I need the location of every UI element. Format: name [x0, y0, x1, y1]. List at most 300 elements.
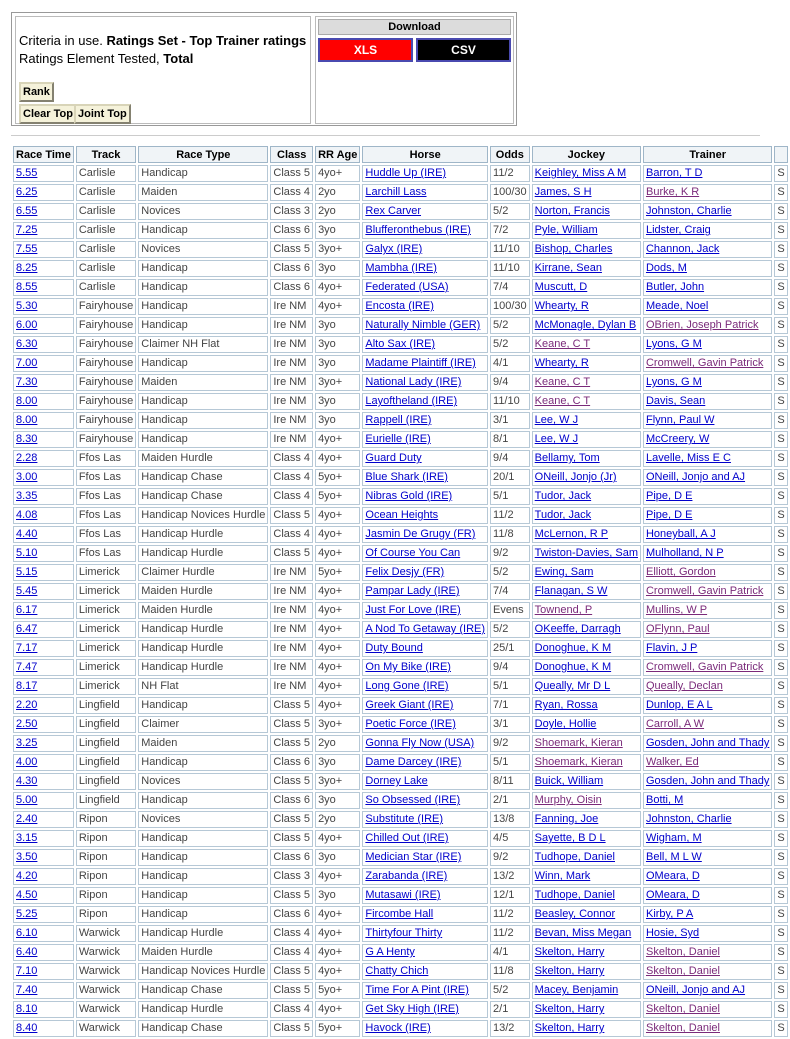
- horse-cell: [362, 203, 488, 220]
- jockey-cell: [532, 374, 641, 391]
- clear-top-button[interactable]: Clear Top: [19, 104, 77, 124]
- race-time-link[interactable]: 3.50: [16, 851, 38, 863]
- jockey-link[interactable]: Buick, William: [534, 775, 604, 787]
- truncated-cell: [774, 469, 787, 486]
- trainer-link[interactable]: Honeyball, A J: [645, 528, 716, 540]
- table-row: [13, 507, 788, 524]
- track-cell: [76, 469, 136, 486]
- trainer-cell: [643, 488, 772, 505]
- col-odds[interactable]: Odds: [490, 146, 530, 163]
- col-race-time[interactable]: Race Time: [13, 146, 74, 163]
- trainer-link[interactable]: Pipe, D E: [645, 490, 693, 502]
- age-cell: 4yo+: [318, 585, 343, 597]
- race-time-link[interactable]: 5.55: [16, 167, 38, 179]
- horse-link[interactable]: Gonna Fly Now (USA): [365, 737, 475, 749]
- horse-link[interactable]: Huddle Up (IRE): [365, 167, 447, 179]
- race-time-link[interactable]: 6.40: [16, 946, 38, 958]
- race-type-cell: Maiden Hurdle: [141, 946, 213, 958]
- horse-link[interactable]: Guard Duty: [365, 452, 422, 464]
- jockey-link[interactable]: Whearty, R: [534, 300, 589, 312]
- age-cell: [315, 583, 360, 600]
- horse-link[interactable]: Of Course You Can: [365, 547, 461, 559]
- joint-top-button[interactable]: Joint Top: [74, 104, 131, 124]
- table-row: [13, 621, 788, 638]
- trainer-link[interactable]: Flavin, J P: [645, 642, 698, 654]
- truncated-cell: S: [777, 319, 785, 331]
- odds-cell: [490, 431, 530, 448]
- jockey-link[interactable]: Tudor, Jack: [534, 509, 592, 521]
- horse-link[interactable]: Larchill Lass: [365, 186, 427, 198]
- age-cell: [315, 640, 360, 657]
- horse-link[interactable]: Nibras Gold (IRE): [365, 490, 453, 502]
- truncated-cell: [774, 279, 787, 296]
- race-time-link[interactable]: 7.30: [16, 376, 38, 388]
- truncated-cell: S: [777, 1003, 785, 1015]
- class-cell: Ire NM: [273, 376, 307, 388]
- horse-link[interactable]: Long Gone (IRE): [365, 680, 449, 692]
- race-time-link[interactable]: 5.30: [16, 300, 38, 312]
- trainer-link[interactable]: Mullins, W P: [645, 604, 708, 616]
- col-trainer[interactable]: Trainer: [643, 146, 772, 163]
- trainer-link[interactable]: Carroll, A W: [645, 718, 705, 730]
- horse-link[interactable]: Ocean Heights: [365, 509, 439, 521]
- horse-link[interactable]: Madame Plaintiff (IRE): [365, 357, 476, 369]
- race-time-cell: [13, 659, 74, 676]
- horse-link[interactable]: Blufferonthebus (IRE): [365, 224, 471, 236]
- race-time-link[interactable]: 7.40: [16, 984, 38, 996]
- horse-link[interactable]: Chilled Out (IRE): [365, 832, 449, 844]
- race-time-link[interactable]: 7.25: [16, 224, 38, 236]
- race-time-cell: [13, 1001, 74, 1018]
- trainer-link[interactable]: ONeill, Jonjo and AJ: [645, 984, 746, 996]
- jockey-cell: [532, 849, 641, 866]
- trainer-link[interactable]: Mulholland, N P: [645, 547, 724, 559]
- horse-cell: [362, 374, 488, 391]
- track-cell: [76, 564, 136, 581]
- table-row: [13, 583, 788, 600]
- jockey-link[interactable]: Tudhope, Daniel: [534, 889, 615, 901]
- age-cell: 4yo+: [318, 623, 343, 635]
- truncated-cell: S: [777, 680, 785, 692]
- rank-button[interactable]: Rank: [19, 82, 54, 102]
- race-time-link[interactable]: 8.30: [16, 433, 38, 445]
- truncated-cell: [774, 241, 787, 258]
- trainer-link[interactable]: Channon, Jack: [645, 243, 720, 255]
- horse-link[interactable]: Time For A Pint (IRE): [365, 984, 469, 996]
- class-cell: Ire NM: [273, 566, 307, 578]
- jockey-cell: [532, 279, 641, 296]
- race-time-link[interactable]: 7.00: [16, 357, 38, 369]
- race-time-link[interactable]: 4.20: [16, 870, 38, 882]
- jockey-link[interactable]: McLernon, R P: [534, 528, 609, 540]
- trainer-link[interactable]: OMeara, D: [645, 870, 700, 882]
- odds-cell: 2/1: [493, 794, 509, 806]
- race-time-link[interactable]: 3.25: [16, 737, 38, 749]
- trainer-link[interactable]: Wigham, M: [645, 832, 702, 844]
- trainer-link[interactable]: Cromwell, Gavin Patrick: [645, 585, 764, 597]
- track-cell: [76, 868, 136, 885]
- race-type-cell: [138, 583, 268, 600]
- jockey-link[interactable]: Murphy, Oisin: [534, 794, 602, 806]
- jockey-link[interactable]: Flanagan, S W: [534, 585, 608, 597]
- track-cell: Limerick: [78, 566, 120, 578]
- truncated-cell: S: [777, 585, 785, 597]
- jockey-link[interactable]: Ewing, Sam: [534, 566, 594, 578]
- race-time-link[interactable]: 6.00: [16, 319, 38, 331]
- trainer-link[interactable]: Gosden, John and Thady: [645, 775, 770, 787]
- horse-link[interactable]: Havock (IRE): [365, 1022, 431, 1034]
- race-time-link[interactable]: 6.30: [16, 338, 38, 350]
- ratings-element-label: Ratings Element Tested,: [19, 51, 160, 66]
- race-time-link[interactable]: 5.00: [16, 794, 38, 806]
- trainer-link[interactable]: OBrien, Joseph Patrick: [645, 319, 759, 331]
- race-time-link[interactable]: 2.40: [16, 813, 38, 825]
- trainer-link[interactable]: Gosden, John and Thady: [645, 737, 770, 749]
- track-cell: [76, 488, 136, 505]
- trainer-cell: [643, 792, 772, 809]
- race-type-cell: Maiden: [141, 186, 178, 198]
- race-time-link[interactable]: 6.55: [16, 205, 38, 217]
- horse-cell: [362, 412, 488, 429]
- jockey-link[interactable]: Norton, Francis: [534, 205, 610, 217]
- horse-link[interactable]: On My Bike (IRE): [365, 661, 451, 673]
- csv-download-button[interactable]: CSV: [416, 38, 511, 62]
- horse-link[interactable]: Eurielle (IRE): [365, 433, 431, 445]
- jockey-cell: [532, 811, 641, 828]
- truncated-cell: S: [777, 775, 785, 787]
- race-time-link[interactable]: 8.40: [16, 1022, 38, 1034]
- horse-link[interactable]: Rappell (IRE): [365, 414, 432, 426]
- jockey-link[interactable]: Pyle, William: [534, 224, 598, 236]
- jockey-link[interactable]: ONeill, Jonjo (Jr): [534, 471, 617, 483]
- jockey-link[interactable]: Macey, Benjamin: [534, 984, 619, 996]
- race-time-link[interactable]: 6.47: [16, 623, 38, 635]
- race-type-cell: [138, 184, 268, 201]
- jockey-link[interactable]: Muscutt, D: [534, 281, 588, 293]
- track-cell: Limerick: [78, 604, 120, 616]
- truncated-cell: [774, 925, 787, 942]
- class-cell: [270, 754, 313, 771]
- trainer-cell: [643, 659, 772, 676]
- race-time-link[interactable]: 6.17: [16, 604, 38, 616]
- race-type-cell: [138, 260, 268, 277]
- horse-link[interactable]: Rex Carver: [365, 205, 422, 217]
- trainer-link[interactable]: Johnston, Charlie: [645, 205, 732, 217]
- jockey-cell: [532, 431, 641, 448]
- race-time-cell: [13, 469, 74, 486]
- track-cell: [76, 526, 136, 543]
- jockey-link[interactable]: Townend, P: [534, 604, 593, 616]
- truncated-cell: [774, 317, 787, 334]
- horse-link[interactable]: National Lady (IRE): [365, 376, 462, 388]
- jockey-link[interactable]: Queally, Mr D L: [534, 680, 611, 692]
- col-class[interactable]: Class: [270, 146, 313, 163]
- horse-link[interactable]: Substitute (IRE): [365, 813, 444, 825]
- horse-link[interactable]: Poetic Force (IRE): [365, 718, 456, 730]
- trainer-link[interactable]: Skelton, Daniel: [645, 1003, 720, 1015]
- jockey-link[interactable]: Doyle, Hollie: [534, 718, 597, 730]
- horse-link[interactable]: Thirtyfour Thirty: [365, 927, 443, 939]
- horse-link[interactable]: Blue Shark (IRE): [365, 471, 448, 483]
- jockey-link[interactable]: Fanning, Joe: [534, 813, 599, 825]
- trainer-link[interactable]: Dunlop, E A L: [645, 699, 713, 711]
- race-time-link[interactable]: 8.10: [16, 1003, 38, 1015]
- truncated-cell: [774, 887, 787, 904]
- race-time-link[interactable]: 5.15: [16, 566, 38, 578]
- trainer-link[interactable]: Skelton, Daniel: [645, 965, 720, 977]
- horse-link[interactable]: Medician Star (IRE): [365, 851, 462, 863]
- race-type-cell: Handicap Chase: [141, 1022, 223, 1034]
- race-time-link[interactable]: 6.25: [16, 186, 38, 198]
- class-cell: Ire NM: [273, 338, 307, 350]
- race-time-link[interactable]: 3.15: [16, 832, 38, 844]
- jockey-link[interactable]: James, S H: [534, 186, 592, 198]
- race-time-link[interactable]: 8.55: [16, 281, 38, 293]
- jockey-link[interactable]: Bishop, Charles: [534, 243, 613, 255]
- horse-link[interactable]: Just For Love (IRE): [365, 604, 461, 616]
- horse-link[interactable]: Jasmin De Grugy (FR): [365, 528, 476, 540]
- odds-cell: [490, 545, 530, 562]
- track-cell: Ffos Las: [78, 452, 122, 464]
- jockey-link[interactable]: Keane, C T: [534, 376, 591, 388]
- horse-link[interactable]: Fircombe Hall: [365, 908, 434, 920]
- trainer-cell: [643, 697, 772, 714]
- race-time-link[interactable]: 5.45: [16, 585, 38, 597]
- col-rr-age[interactable]: RR Age: [315, 146, 360, 163]
- trainer-link[interactable]: Bell, M L W: [645, 851, 702, 863]
- jockey-link[interactable]: Donoghue, K M: [534, 642, 612, 654]
- race-time-link[interactable]: 2.50: [16, 718, 38, 730]
- horse-cell: [362, 716, 488, 733]
- race-time-link[interactable]: 2.20: [16, 699, 38, 711]
- jockey-link[interactable]: Bellamy, Tom: [534, 452, 600, 464]
- race-time-cell: [13, 222, 74, 239]
- class-cell: Class 4: [273, 528, 311, 540]
- truncated-cell: [774, 830, 787, 847]
- trainer-link[interactable]: Meade, Noel: [645, 300, 709, 312]
- trainer-link[interactable]: Lavelle, Miss E C: [645, 452, 731, 464]
- class-cell: [270, 887, 313, 904]
- race-time-link[interactable]: 4.00: [16, 756, 38, 768]
- trainer-link[interactable]: Skelton, Daniel: [645, 946, 720, 958]
- trainer-link[interactable]: Davis, Sean: [645, 395, 706, 407]
- horse-link[interactable]: Mambha (IRE): [365, 262, 437, 274]
- jockey-link[interactable]: Keane, C T: [534, 338, 591, 350]
- odds-cell: [490, 355, 530, 372]
- truncated-cell: S: [777, 832, 785, 844]
- table-row: [13, 811, 788, 828]
- class-cell: [270, 697, 313, 714]
- track-cell: [76, 1001, 136, 1018]
- track-cell: [76, 298, 136, 315]
- jockey-link[interactable]: Lee, W J: [534, 414, 579, 426]
- jockey-link[interactable]: Lee, W J: [534, 433, 579, 445]
- class-cell: Class 6: [273, 224, 311, 236]
- horse-cell: [362, 279, 488, 296]
- horse-link[interactable]: Dorney Lake: [365, 775, 428, 787]
- class-cell: Ire NM: [273, 642, 307, 654]
- jockey-link[interactable]: Twiston-Davies, Sam: [534, 547, 638, 559]
- horse-link[interactable]: Alto Sax (IRE): [365, 338, 436, 350]
- race-type-cell: [138, 336, 268, 353]
- col-horse[interactable]: Horse: [362, 146, 488, 163]
- trainer-link[interactable]: Walker, Ed: [645, 756, 699, 768]
- truncated-cell: S: [777, 338, 785, 350]
- trainer-link[interactable]: Lyons, G M: [645, 376, 702, 388]
- trainer-link[interactable]: Kirby, P A: [645, 908, 694, 920]
- race-time-link[interactable]: 4.30: [16, 775, 38, 787]
- trainer-link[interactable]: Lidster, Craig: [645, 224, 711, 236]
- horse-link[interactable]: Get Sky High (IRE): [365, 1003, 459, 1015]
- jockey-link[interactable]: Keighley, Miss A M: [534, 167, 627, 179]
- horse-link[interactable]: Federated (USA): [365, 281, 449, 293]
- horse-link[interactable]: Duty Bound: [365, 642, 423, 654]
- trainer-link[interactable]: Pipe, D E: [645, 509, 693, 521]
- trainer-link[interactable]: Johnston, Charlie: [645, 813, 732, 825]
- trainer-link[interactable]: OMeara, D: [645, 889, 700, 901]
- race-time-link[interactable]: 7.47: [16, 661, 38, 673]
- class-cell: [270, 1020, 313, 1037]
- race-time-cell: [13, 963, 74, 980]
- trainer-link[interactable]: Butler, John: [645, 281, 705, 293]
- race-time-link[interactable]: 3.00: [16, 471, 38, 483]
- race-time-link[interactable]: 4.08: [16, 509, 38, 521]
- race-time-link[interactable]: 4.50: [16, 889, 38, 901]
- horse-link[interactable]: Galyx (IRE): [365, 243, 423, 255]
- trainer-link[interactable]: OFlynn, Paul: [645, 623, 710, 635]
- race-time-link[interactable]: 7.10: [16, 965, 38, 977]
- trainer-link[interactable]: Barron, T D: [645, 167, 703, 179]
- race-time-link[interactable]: 7.17: [16, 642, 38, 654]
- horse-link[interactable]: So Obsessed (IRE): [365, 794, 461, 806]
- trainer-link[interactable]: Hosie, Syd: [645, 927, 700, 939]
- race-type-cell: [138, 716, 268, 733]
- horse-link[interactable]: Dame Darcey (IRE): [365, 756, 462, 768]
- jockey-link[interactable]: Skelton, Harry: [534, 965, 605, 977]
- age-cell: 3yo+: [318, 718, 343, 730]
- race-type-cell: [138, 754, 268, 771]
- truncated-cell: [774, 944, 787, 961]
- horse-link[interactable]: A Nod To Getaway (IRE): [365, 623, 486, 635]
- col-jockey[interactable]: Jockey: [532, 146, 641, 163]
- jockey-link[interactable]: Tudhope, Daniel: [534, 851, 615, 863]
- truncated-cell: [774, 792, 787, 809]
- race-time-link[interactable]: 3.35: [16, 490, 38, 502]
- race-time-link[interactable]: 2.28: [16, 452, 38, 464]
- race-time-cell: [13, 1020, 74, 1037]
- col-race-type[interactable]: Race Type: [138, 146, 268, 163]
- race-time-link[interactable]: 5.25: [16, 908, 38, 920]
- trainer-link[interactable]: Dods, M: [645, 262, 687, 274]
- horse-link[interactable]: Chatty Chich: [365, 965, 429, 977]
- jockey-link[interactable]: Shoemark, Kieran: [534, 756, 623, 768]
- track-cell: [76, 906, 136, 923]
- race-time-link[interactable]: 7.55: [16, 243, 38, 255]
- odds-cell: [490, 944, 530, 961]
- jockey-link[interactable]: Sayette, B D L: [534, 832, 606, 844]
- odds-cell: [490, 697, 530, 714]
- jockey-link[interactable]: Kirrane, Sean: [534, 262, 602, 274]
- race-time-link[interactable]: 5.10: [16, 547, 38, 559]
- table-row: [13, 830, 788, 847]
- race-time-cell: [13, 640, 74, 657]
- odds-cell: 5/1: [493, 490, 509, 502]
- xls-download-button[interactable]: XLS: [318, 38, 413, 62]
- trainer-link[interactable]: Skelton, Daniel: [645, 1022, 720, 1034]
- trainer-cell: [643, 868, 772, 885]
- horse-link[interactable]: Layoftheland (IRE): [365, 395, 458, 407]
- jockey-link[interactable]: Bevan, Miss Megan: [534, 927, 632, 939]
- race-time-link[interactable]: 4.40: [16, 528, 38, 540]
- horse-link[interactable]: G A Henty: [365, 946, 415, 958]
- jockey-link[interactable]: Keane, C T: [534, 395, 591, 407]
- race-time-link[interactable]: 8.00: [16, 414, 38, 426]
- track-cell: [76, 393, 136, 410]
- jockey-link[interactable]: Skelton, Harry: [534, 1003, 605, 1015]
- race-time-cell: [13, 792, 74, 809]
- trainer-link[interactable]: Burke, K R: [645, 186, 700, 198]
- horse-link[interactable]: Mutasawi (IRE): [365, 889, 441, 901]
- trainer-link[interactable]: Flynn, Paul W: [645, 414, 715, 426]
- horse-link[interactable]: Pampar Lady (IRE): [365, 585, 460, 597]
- jockey-link[interactable]: Winn, Mark: [534, 870, 591, 882]
- col-track[interactable]: Track: [76, 146, 136, 163]
- truncated-cell: S: [777, 281, 785, 293]
- trainer-link[interactable]: Botti, M: [645, 794, 684, 806]
- class-cell: Class 6: [273, 851, 311, 863]
- class-cell: [270, 260, 313, 277]
- trainer-link[interactable]: ONeill, Jonjo and AJ: [645, 471, 746, 483]
- track-cell: [76, 431, 136, 448]
- age-cell: [315, 184, 360, 201]
- jockey-link[interactable]: Skelton, Harry: [534, 1022, 605, 1034]
- jockey-link[interactable]: OKeeffe, Darragh: [534, 623, 621, 635]
- odds-cell: 8/1: [493, 433, 509, 445]
- trainer-link[interactable]: McCreery, W: [645, 433, 710, 445]
- horse-cell: [362, 659, 488, 676]
- horse-link[interactable]: Zarabanda (IRE): [365, 870, 448, 882]
- jockey-link[interactable]: Skelton, Harry: [534, 946, 605, 958]
- track-cell: Limerick: [78, 661, 120, 673]
- race-type-cell: [138, 697, 268, 714]
- race-time-link[interactable]: 8.17: [16, 680, 38, 692]
- trainer-link[interactable]: Queally, Declan: [645, 680, 723, 692]
- jockey-link[interactable]: Donoghue, K M: [534, 661, 612, 673]
- trainer-link[interactable]: Elliott, Gordon: [645, 566, 716, 578]
- horse-link[interactable]: Naturally Nimble (GER): [365, 319, 481, 331]
- jockey-link[interactable]: Ryan, Rossa: [534, 699, 598, 711]
- race-time-link[interactable]: 6.10: [16, 927, 38, 939]
- race-type-cell: [138, 317, 268, 334]
- horse-link[interactable]: Encosta (IRE): [365, 300, 434, 312]
- odds-cell: 7/1: [493, 699, 509, 711]
- age-cell: [315, 241, 360, 258]
- horse-link[interactable]: Greek Giant (IRE): [365, 699, 454, 711]
- jockey-link[interactable]: Beasley, Connor: [534, 908, 616, 920]
- race-time-link[interactable]: 8.00: [16, 395, 38, 407]
- jockey-link[interactable]: Whearty, R: [534, 357, 589, 369]
- race-time-cell: [13, 184, 74, 201]
- jockey-link[interactable]: Shoemark, Kieran: [534, 737, 623, 749]
- trainer-link[interactable]: Lyons, G M: [645, 338, 702, 350]
- trainer-link[interactable]: Cromwell, Gavin Patrick: [645, 357, 764, 369]
- race-time-link[interactable]: 8.25: [16, 262, 38, 274]
- jockey-link[interactable]: Tudor, Jack: [534, 490, 592, 502]
- trainer-link[interactable]: Cromwell, Gavin Patrick: [645, 661, 764, 673]
- track-cell: Ripon: [78, 908, 108, 920]
- horse-link[interactable]: Felix Desjy (FR): [365, 566, 445, 578]
- jockey-link[interactable]: McMonagle, Dylan B: [534, 319, 637, 331]
